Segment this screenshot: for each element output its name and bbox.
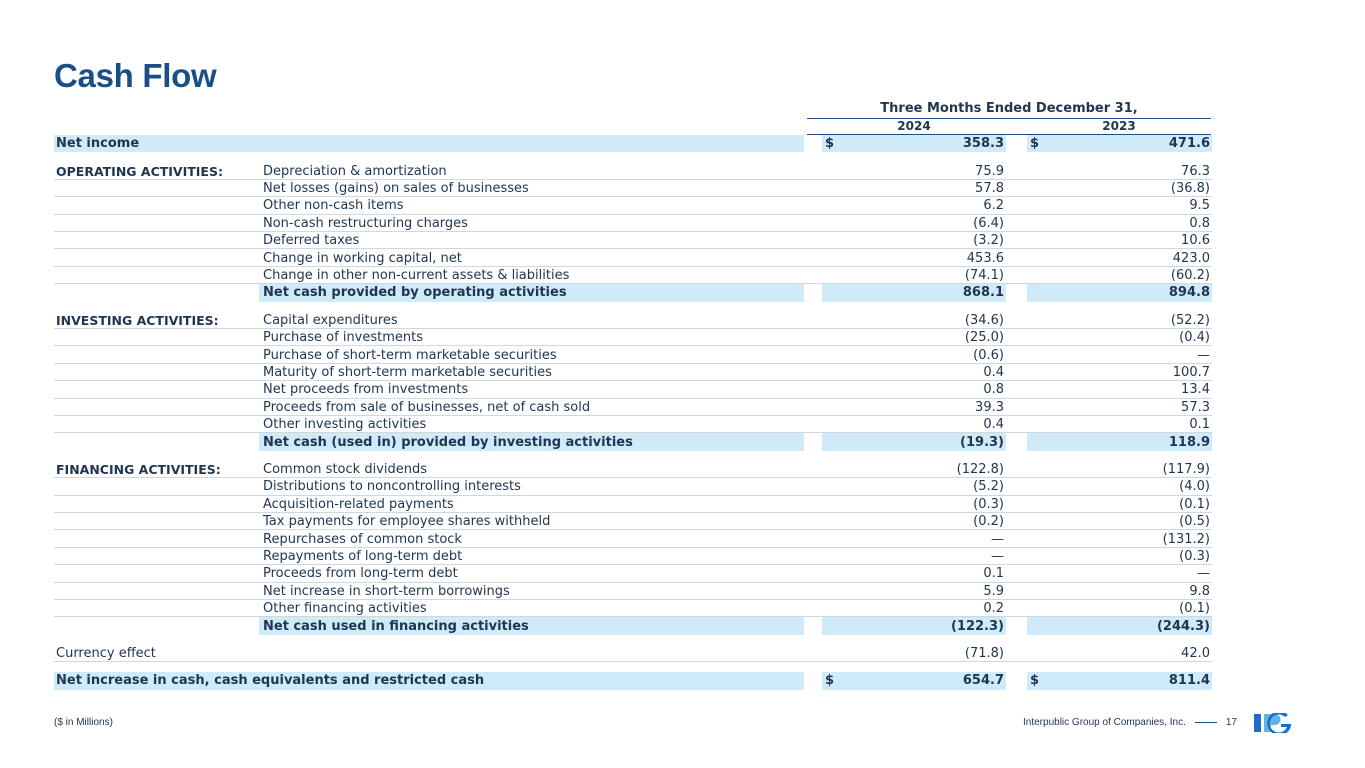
value-2023: — — [1197, 566, 1210, 582]
value-2024: 5.9 — [983, 583, 1004, 599]
row-label: Capital expenditures — [263, 312, 398, 328]
row-label: Proceeds from sale of businesses, net of cash sold — [263, 399, 591, 415]
row-label: Tax payments for employee shares withheld — [263, 514, 551, 530]
row-label: Net cash provided by operating activities — [263, 285, 567, 301]
footer — [1023, 717, 1237, 728]
row-label: Purchase of investments — [263, 330, 424, 346]
value-2023: 894.8 — [1168, 285, 1210, 301]
row-label: Change in other non-current assets & liabilities — [263, 267, 570, 283]
value-2024: 453.6 — [966, 250, 1004, 266]
value-2023: 118.9 — [1168, 434, 1210, 450]
row-label: Repayments of long-term debt — [263, 548, 463, 564]
value-2023: 0.8 — [1189, 215, 1210, 231]
table-row — [54, 565, 1212, 582]
table-row — [54, 399, 1212, 416]
table-row — [54, 583, 1212, 600]
value-2023: (60.2) — [1170, 267, 1210, 283]
table-row — [54, 249, 1212, 266]
ipg-logo — [1254, 713, 1314, 733]
value-2023: 42.0 — [1181, 645, 1210, 661]
value-2024: 6.2 — [983, 198, 1004, 214]
value-2023: 100.7 — [1172, 364, 1210, 380]
units-note: ($ in Millions) — [54, 717, 113, 728]
subtotal-row — [54, 433, 1212, 450]
value-2024: 654.7 — [962, 673, 1004, 689]
period-header: Three Months Ended December 31, — [880, 101, 1138, 116]
table-row — [54, 513, 1212, 530]
row-label: Distributions to noncontrolling interests — [263, 479, 521, 495]
value-2024: 0.2 — [983, 601, 1004, 617]
value-2023: (0.4) — [1179, 330, 1210, 346]
table-row — [54, 329, 1212, 346]
table-row — [54, 162, 1212, 179]
value-2024: — — [991, 531, 1004, 547]
value-2024: 0.8 — [983, 382, 1004, 398]
table-row — [54, 478, 1212, 495]
value-2023: 811.4 — [1168, 673, 1210, 689]
subtotal-row — [54, 284, 1212, 301]
row-label: Common stock dividends — [263, 461, 427, 477]
footer-divider — [1195, 722, 1217, 723]
value-2024: (0.2) — [973, 514, 1004, 530]
table-row — [54, 180, 1212, 197]
dollar-sign: $ — [1030, 136, 1040, 152]
row-label: Net proceeds from investments — [263, 382, 469, 398]
page-title: Cash Flow — [54, 57, 217, 94]
value-2024: 57.8 — [975, 180, 1004, 196]
table-row — [54, 346, 1212, 363]
table-row — [54, 416, 1212, 433]
total-row — [54, 672, 1212, 689]
row-label: Depreciation & amortization — [263, 163, 447, 179]
row-label: Other investing activities — [263, 417, 427, 433]
value-2024: 39.3 — [975, 399, 1004, 415]
table-row — [54, 312, 1212, 329]
value-2023: 13.4 — [1181, 382, 1210, 398]
row-label: Proceeds from long-term debt — [263, 566, 458, 582]
table-row — [54, 364, 1212, 381]
table-row — [54, 645, 1212, 662]
total-row — [54, 135, 1212, 152]
row-label: Purchase of short-term marketable securities — [263, 347, 557, 363]
value-2023: 76.3 — [1181, 163, 1210, 179]
value-2024: (0.3) — [973, 496, 1004, 512]
value-2024: 868.1 — [962, 285, 1004, 301]
value-2024: (122.8) — [956, 461, 1004, 477]
row-label: Net losses (gains) on sales of businesses — [263, 180, 529, 196]
value-2023: (244.3) — [1156, 618, 1210, 634]
value-2024: 0.4 — [983, 364, 1004, 380]
value-2023: (0.1) — [1179, 496, 1210, 512]
table-row — [54, 496, 1212, 513]
row-highlight — [54, 135, 804, 152]
value-2023: (117.9) — [1162, 461, 1210, 477]
table-row — [54, 530, 1212, 547]
row-label: Acquisition-related payments — [263, 496, 454, 512]
value-2024: (3.2) — [973, 233, 1004, 249]
value-2024: — — [991, 548, 1004, 564]
year-header-2023: 2023 — [1102, 119, 1136, 133]
table-row — [54, 267, 1212, 284]
value-2024: 75.9 — [975, 163, 1004, 179]
row-label: Repurchases of common stock — [263, 531, 462, 547]
table-row — [54, 600, 1212, 617]
value-2023: (52.2) — [1170, 312, 1210, 328]
value-2023: 471.6 — [1168, 136, 1210, 152]
value-2024: (34.6) — [964, 312, 1004, 328]
table-row — [54, 232, 1212, 249]
value-2023: (0.5) — [1179, 514, 1210, 530]
row-label: Change in working capital, net — [263, 250, 462, 266]
row-label: Maturity of short-term marketable securities — [263, 364, 552, 380]
company-name: Interpublic Group of Companies, Inc. — [1023, 717, 1186, 728]
value-2023: (36.8) — [1170, 180, 1210, 196]
table-row — [54, 461, 1212, 478]
value-2023: (0.3) — [1179, 548, 1210, 564]
row-label: Deferred taxes — [263, 233, 360, 249]
value-2024: (0.6) — [973, 347, 1004, 363]
value-2023: (4.0) — [1179, 479, 1210, 495]
value-2023: 9.5 — [1189, 198, 1210, 214]
value-2024: 0.1 — [983, 566, 1004, 582]
value-2023: 57.3 — [1181, 399, 1210, 415]
value-2024: 358.3 — [962, 136, 1004, 152]
dollar-sign: $ — [825, 136, 835, 152]
value-2024: 0.4 — [983, 417, 1004, 433]
table-row — [54, 548, 1212, 565]
value-2023: (131.2) — [1162, 531, 1210, 547]
row-label: Currency effect — [56, 645, 156, 661]
dollar-sign: $ — [825, 673, 835, 689]
value-2023: 423.0 — [1172, 250, 1210, 266]
subtotal-row — [54, 617, 1212, 634]
section-label: FINANCING ACTIVITIES: — [56, 461, 221, 477]
value-2023: — — [1197, 347, 1210, 363]
year-header-2024: 2024 — [897, 119, 931, 133]
value-2023: 10.6 — [1181, 233, 1210, 249]
row-label: Net increase in cash, cash equivalents and restricted cash — [56, 673, 485, 689]
section-label: OPERATING ACTIVITIES: — [56, 163, 223, 179]
table-row — [54, 197, 1212, 214]
value-2023: (0.1) — [1179, 601, 1210, 617]
section-label: INVESTING ACTIVITIES: — [56, 312, 219, 328]
value-2024: (122.3) — [950, 618, 1004, 634]
table-row — [54, 215, 1212, 232]
row-label: Net cash (used in) provided by investing activities — [263, 434, 633, 450]
value-2024: (5.2) — [973, 479, 1004, 495]
row-label: Other non-cash items — [263, 198, 404, 214]
page-number: 17 — [1225, 717, 1237, 728]
row-label: Net increase in short-term borrowings — [263, 583, 510, 599]
value-2024: (71.8) — [964, 645, 1004, 661]
value-2024: (6.4) — [973, 215, 1004, 231]
row-label: Non-cash restructuring charges — [263, 215, 468, 231]
value-2024: (74.1) — [964, 267, 1004, 283]
row-label: Other financing activities — [263, 601, 427, 617]
row-label: Net cash used in financing activities — [263, 618, 529, 634]
row-label: Net income — [56, 136, 140, 152]
value-2024: (25.0) — [964, 330, 1004, 346]
value-2023: 9.8 — [1189, 583, 1210, 599]
table-row — [54, 381, 1212, 398]
value-2024: (19.3) — [960, 434, 1004, 450]
value-2023: 0.1 — [1189, 417, 1210, 433]
dollar-sign: $ — [1030, 673, 1040, 689]
